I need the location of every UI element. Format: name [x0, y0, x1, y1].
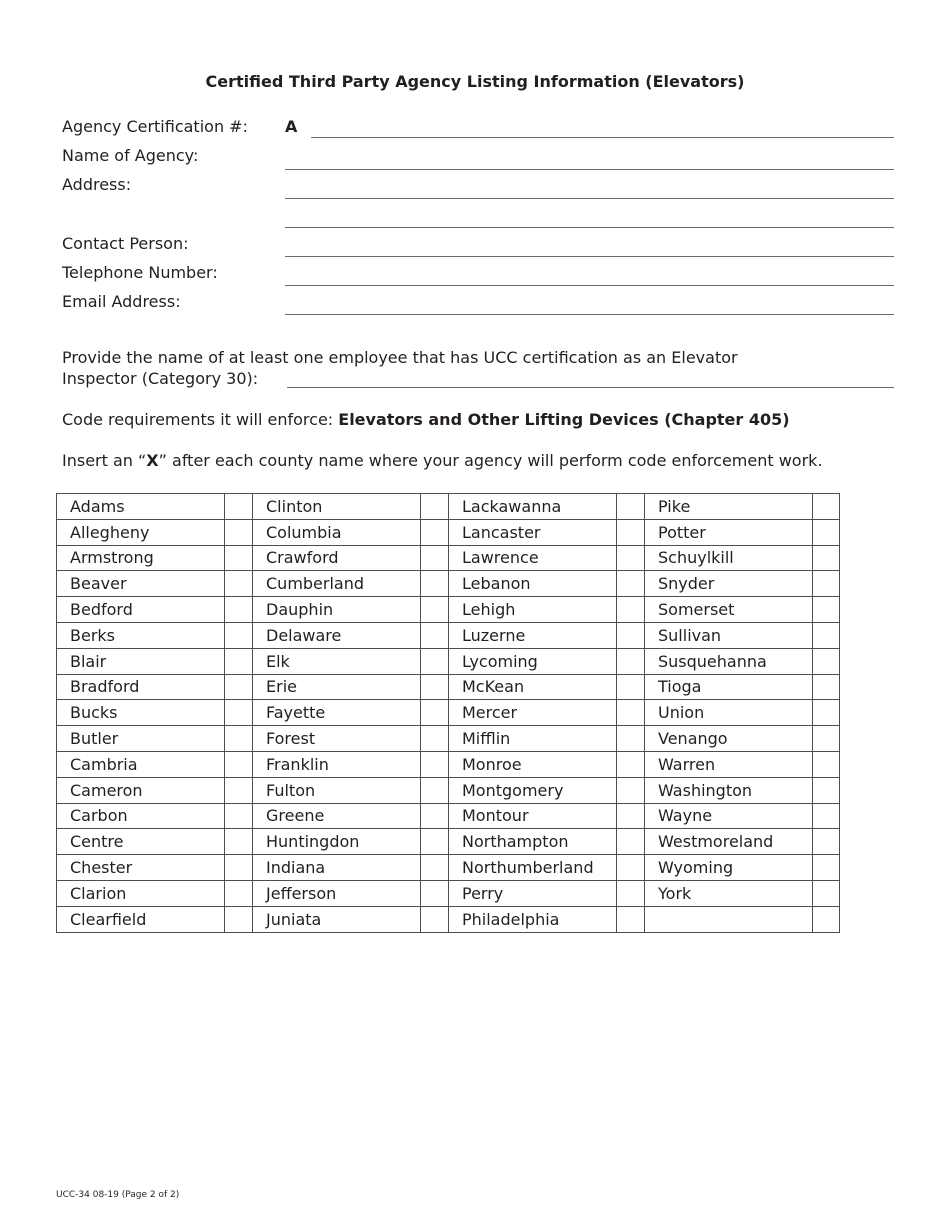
certification-prefix: A: [285, 117, 298, 136]
county-name-cell: McKean: [449, 674, 617, 700]
county-name-cell: Juniata: [253, 906, 421, 932]
county-mark-cell[interactable]: [813, 622, 840, 648]
table-row: [57, 674, 840, 700]
county-mark-cell[interactable]: [813, 777, 840, 803]
county-mark-cell[interactable]: [617, 700, 645, 726]
table-row: [57, 829, 840, 855]
code-requirements-value: Elevators and Other Lifting Devices (Chapter 405): [338, 410, 790, 429]
telephone-field[interactable]: [285, 285, 894, 286]
county-mark-cell[interactable]: [617, 777, 645, 803]
county-name-cell: Lycoming: [449, 648, 617, 674]
county-mark-cell[interactable]: [813, 545, 840, 571]
county-mark-cell[interactable]: [225, 648, 253, 674]
county-mark-cell[interactable]: [421, 622, 449, 648]
county-mark-cell[interactable]: [421, 494, 449, 520]
county-name-cell: Chester: [57, 855, 225, 881]
county-name-cell: Bucks: [57, 700, 225, 726]
county-name-cell: Cambria: [57, 751, 225, 777]
table-row: [57, 726, 840, 752]
county-name-cell: Franklin: [253, 751, 421, 777]
county-mark-cell[interactable]: [421, 545, 449, 571]
table-row: [57, 803, 840, 829]
county-mark-cell[interactable]: [813, 906, 840, 932]
county-name-cell: York: [645, 880, 813, 906]
county-name-cell: Venango: [645, 726, 813, 752]
county-mark-cell[interactable]: [225, 494, 253, 520]
county-mark-cell[interactable]: [813, 803, 840, 829]
county-name-cell: Butler: [57, 726, 225, 752]
county-mark-cell[interactable]: [225, 700, 253, 726]
table-row: [57, 519, 840, 545]
county-name-cell: Delaware: [253, 622, 421, 648]
county-name-cell: Bradford: [57, 674, 225, 700]
county-name-cell: Potter: [645, 519, 813, 545]
county-instruction-mark: X: [146, 451, 159, 470]
table-row: [57, 777, 840, 803]
county-name-cell: Carbon: [57, 803, 225, 829]
table-row: [57, 597, 840, 623]
county-name-cell: [645, 906, 813, 932]
county-mark-cell[interactable]: [617, 571, 645, 597]
county-instruction-before: Insert an “: [62, 451, 147, 470]
county-name-cell: Wyoming: [645, 855, 813, 881]
county-mark-cell[interactable]: [617, 880, 645, 906]
county-mark-cell[interactable]: [617, 494, 645, 520]
county-mark-cell[interactable]: [421, 855, 449, 881]
county-mark-cell[interactable]: [225, 829, 253, 855]
employee-instruction-line-1: Provide the name of at least one employee that has UCC certification as an Elevator: [62, 348, 738, 367]
county-name-cell: Clearfield: [57, 906, 225, 932]
county-name-cell: Perry: [449, 880, 617, 906]
county-mark-cell[interactable]: [813, 519, 840, 545]
county-name-cell: Westmoreland: [645, 829, 813, 855]
county-name-cell: Dauphin: [253, 597, 421, 623]
page-title: Certified Third Party Agency Listing Information (Elevators): [205, 72, 745, 91]
county-name-cell: Erie: [253, 674, 421, 700]
county-name-cell: Crawford: [253, 545, 421, 571]
county-name-cell: Fayette: [253, 700, 421, 726]
county-mark-cell[interactable]: [225, 906, 253, 932]
county-mark-cell[interactable]: [617, 597, 645, 623]
county-mark-cell[interactable]: [421, 880, 449, 906]
county-mark-cell[interactable]: [421, 700, 449, 726]
county-name-cell: Cameron: [57, 777, 225, 803]
county-name-cell: Columbia: [253, 519, 421, 545]
contact-person-field[interactable]: [285, 256, 894, 257]
county-mark-cell[interactable]: [813, 726, 840, 752]
county-mark-cell[interactable]: [617, 726, 645, 752]
county-mark-cell[interactable]: [813, 880, 840, 906]
county-mark-cell[interactable]: [813, 751, 840, 777]
county-mark-cell[interactable]: [617, 751, 645, 777]
table-row: [57, 571, 840, 597]
code-requirements-label: Code requirements it will enforce:: [62, 410, 339, 429]
code-requirements: [62, 409, 790, 430]
county-mark-cell[interactable]: [617, 829, 645, 855]
table-row: [57, 494, 840, 520]
county-table: [56, 493, 840, 933]
address-label: Address:: [62, 175, 132, 194]
county-mark-cell[interactable]: [225, 622, 253, 648]
county-name-cell: Schuylkill: [645, 545, 813, 571]
county-mark-cell[interactable]: [617, 855, 645, 881]
county-name-cell: Sullivan: [645, 622, 813, 648]
county-mark-cell[interactable]: [225, 880, 253, 906]
certification-label: Agency Certification #:: [62, 117, 248, 136]
county-name-cell: Monroe: [449, 751, 617, 777]
county-name-cell: Susquehanna: [645, 648, 813, 674]
county-name-cell: Union: [645, 700, 813, 726]
county-instruction: [62, 450, 823, 471]
county-name-cell: Bedford: [57, 597, 225, 623]
county-name-cell: Washington: [645, 777, 813, 803]
county-name-cell: Mercer: [449, 700, 617, 726]
county-mark-cell[interactable]: [813, 648, 840, 674]
county-name-cell: Allegheny: [57, 519, 225, 545]
telephone-label: Telephone Number:: [62, 263, 218, 282]
agency-name-field[interactable]: [285, 169, 894, 170]
county-mark-cell[interactable]: [421, 829, 449, 855]
table-row: [57, 880, 840, 906]
county-name-cell: Greene: [253, 803, 421, 829]
county-name-cell: Philadelphia: [449, 906, 617, 932]
county-mark-cell[interactable]: [421, 777, 449, 803]
county-name-cell: Lehigh: [449, 597, 617, 623]
county-mark-cell[interactable]: [813, 855, 840, 881]
email-field[interactable]: [285, 314, 894, 315]
table-row: [57, 751, 840, 777]
county-name-cell: Clinton: [253, 494, 421, 520]
county-name-cell: Forest: [253, 726, 421, 752]
county-name-cell: Lackawanna: [449, 494, 617, 520]
county-name-cell: Montour: [449, 803, 617, 829]
county-mark-cell[interactable]: [225, 777, 253, 803]
county-mark-cell[interactable]: [813, 597, 840, 623]
county-mark-cell[interactable]: [421, 648, 449, 674]
county-name-cell: Luzerne: [449, 622, 617, 648]
county-mark-cell[interactable]: [225, 519, 253, 545]
county-mark-cell[interactable]: [421, 803, 449, 829]
county-mark-cell[interactable]: [617, 906, 645, 932]
address-field-line-2[interactable]: [285, 227, 894, 228]
county-name-cell: Wayne: [645, 803, 813, 829]
county-name-cell: Centre: [57, 829, 225, 855]
county-mark-cell[interactable]: [225, 751, 253, 777]
form-footer: UCC-34 08-19 (Page 2 of 2): [56, 1190, 180, 1200]
county-name-cell: Snyder: [645, 571, 813, 597]
county-mark-cell[interactable]: [421, 906, 449, 932]
county-name-cell: Mifflin: [449, 726, 617, 752]
county-mark-cell[interactable]: [813, 494, 840, 520]
county-mark-cell[interactable]: [225, 674, 253, 700]
county-name-cell: Northumberland: [449, 855, 617, 881]
county-name-cell: Warren: [645, 751, 813, 777]
county-name-cell: Montgomery: [449, 777, 617, 803]
address-field-line-1[interactable]: [285, 198, 894, 199]
county-name-cell: Cumberland: [253, 571, 421, 597]
table-row: [57, 545, 840, 571]
county-name-cell: Indiana: [253, 855, 421, 881]
table-row: [57, 855, 840, 881]
county-name-cell: Pike: [645, 494, 813, 520]
table-row: [57, 700, 840, 726]
certification-number-field[interactable]: [311, 137, 894, 138]
county-name-cell: Lawrence: [449, 545, 617, 571]
county-name-cell: Huntingdon: [253, 829, 421, 855]
county-name-cell: Armstrong: [57, 545, 225, 571]
county-mark-cell[interactable]: [225, 726, 253, 752]
agency-name-label: Name of Agency:: [62, 146, 199, 165]
county-mark-cell[interactable]: [813, 700, 840, 726]
county-mark-cell[interactable]: [225, 571, 253, 597]
county-mark-cell[interactable]: [421, 726, 449, 752]
county-name-cell: Tioga: [645, 674, 813, 700]
county-mark-cell[interactable]: [617, 622, 645, 648]
county-name-cell: Lancaster: [449, 519, 617, 545]
county-name-cell: Clarion: [57, 880, 225, 906]
county-name-cell: Jefferson: [253, 880, 421, 906]
county-mark-cell[interactable]: [617, 803, 645, 829]
county-name-cell: Elk: [253, 648, 421, 674]
county-mark-cell[interactable]: [813, 571, 840, 597]
county-name-cell: Adams: [57, 494, 225, 520]
county-name-cell: Berks: [57, 622, 225, 648]
county-mark-cell[interactable]: [421, 519, 449, 545]
table-row: [57, 648, 840, 674]
county-name-cell: Fulton: [253, 777, 421, 803]
county-instruction-after: ” after each county name where your agency will perform code enforcement work.: [158, 451, 823, 470]
county-name-cell: Lebanon: [449, 571, 617, 597]
county-mark-cell[interactable]: [421, 597, 449, 623]
county-mark-cell[interactable]: [421, 571, 449, 597]
county-mark-cell[interactable]: [617, 519, 645, 545]
county-mark-cell[interactable]: [617, 648, 645, 674]
employee-instruction-line-2: Inspector (Category 30):: [62, 369, 259, 388]
county-name-cell: Northampton: [449, 829, 617, 855]
county-mark-cell[interactable]: [617, 674, 645, 700]
table-row: [57, 622, 840, 648]
contact-person-label: Contact Person:: [62, 234, 189, 253]
county-mark-cell[interactable]: [421, 674, 449, 700]
county-mark-cell[interactable]: [225, 597, 253, 623]
county-mark-cell[interactable]: [617, 545, 645, 571]
county-mark-cell[interactable]: [225, 855, 253, 881]
county-mark-cell[interactable]: [225, 803, 253, 829]
employee-name-field[interactable]: [287, 387, 894, 388]
county-name-cell: Beaver: [57, 571, 225, 597]
county-name-cell: Somerset: [645, 597, 813, 623]
county-mark-cell[interactable]: [813, 674, 840, 700]
table-row: [57, 906, 840, 932]
county-mark-cell[interactable]: [225, 545, 253, 571]
email-label: Email Address:: [62, 292, 181, 311]
county-name-cell: Blair: [57, 648, 225, 674]
county-mark-cell[interactable]: [813, 829, 840, 855]
county-mark-cell[interactable]: [421, 751, 449, 777]
